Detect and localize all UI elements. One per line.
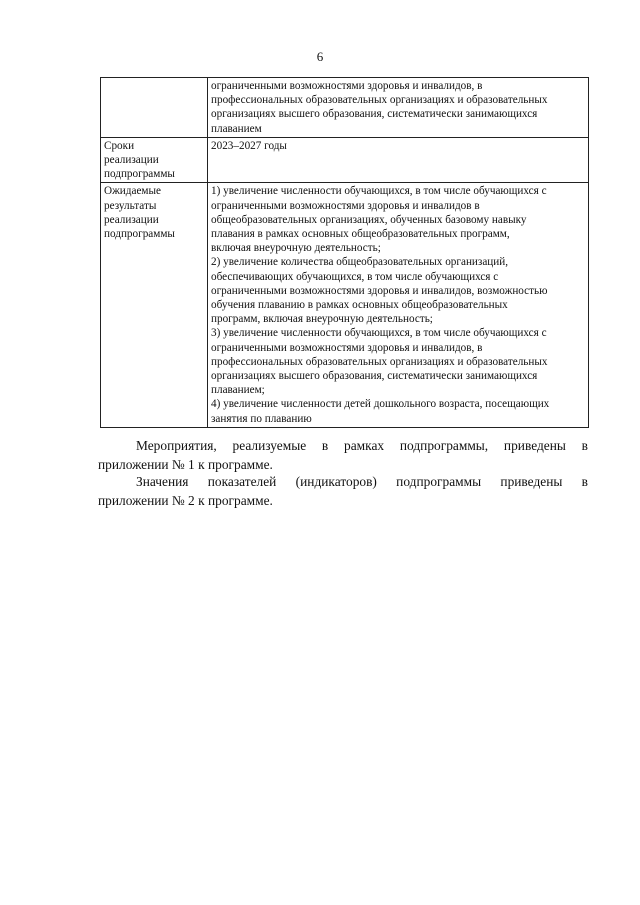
- row-value-expected-results: 1) увеличение численности обучающихся, в том числе обучающихся с ограниченными возможностями здоровья и инвалидов в общеобразовательных организациях, обученных базовому навыку плавания в рамках основных общеобразовательных программ, включая внеурочную деятельность; 2) увеличение количества общеобразовательных организаций, обеспечивающих обучающихся, в том числе обучающихся с ограниченными возможностями здоровья и инвалидов, возможностью обучения плаванию в рамках основных общеобразовательных программ, включая внеурочную деятельность; 3) увеличение численности обучающихся, в том числе обучающихся с ограниченными возможностями здоровья и инвалидов, в профессиональных образовательных организациях и образовательных организациях высшего образования, систематически занимающихся плаванием; 4) увеличение численности детей дошкольного возраста, посещающих занятия по плаванию: [211, 185, 550, 425]
- table-cell-empty-label: [101, 78, 208, 138]
- row-label-timeline: Сроки реализации подпрограммы: [104, 139, 175, 181]
- table-cell-value: [208, 183, 589, 427]
- paragraph-line: приложении № 2 к программе.: [98, 493, 273, 508]
- paragraph-line: Мероприятия, реализуемые в рамках подпрограммы, приведены в: [136, 438, 588, 453]
- row-label-expected-results: Ожидаемые результаты реализации подпрограммы: [104, 185, 175, 241]
- table-row: [101, 78, 589, 138]
- table-cell-continuation: [208, 78, 589, 138]
- table-cell-label: [101, 137, 208, 183]
- paragraph-line: приложении № 1 к программе.: [98, 457, 273, 472]
- continuation-text: ограниченными возможностями здоровья и инвалидов, в профессиональных образовательных организациях и образовательных организациях высшего образования, систематически занимающихся плаванием: [211, 80, 548, 135]
- table-cell-label: [101, 183, 208, 427]
- page-number: 6: [316, 49, 324, 64]
- table-row: [101, 137, 589, 183]
- row-value-timeline: 2023–2027 годы: [211, 139, 287, 152]
- paragraph-activities: [98, 436, 588, 474]
- table-cell-value: [208, 137, 589, 183]
- paragraph-line: Значения показателей (индикаторов) подпрограммы приведены в: [136, 474, 588, 489]
- paragraph-indicators: [98, 472, 588, 510]
- subprogram-passport-table: [100, 77, 589, 428]
- table-row: [101, 183, 589, 427]
